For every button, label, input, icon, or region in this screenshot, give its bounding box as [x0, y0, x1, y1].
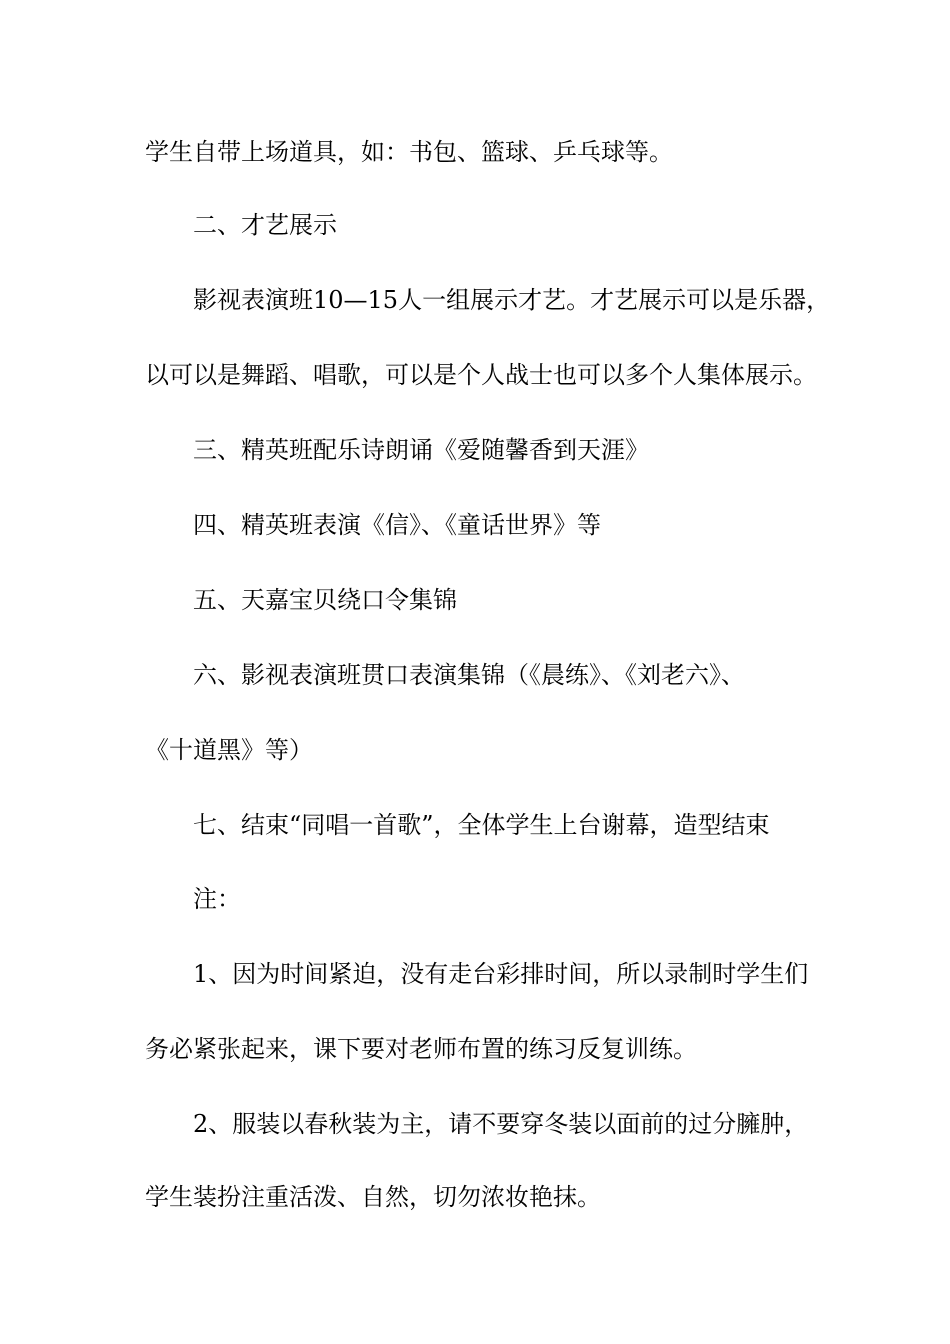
- paragraph-line: 学生自带上场道具，如：书包、篮球、乒乓球等。: [145, 138, 673, 166]
- section-heading-poetry-recital: 三、精英班配乐诗朗诵《爱随馨香到天涯》: [193, 436, 649, 464]
- paragraph-line: 影视表演班10—15人一组展示才艺。才艺展示可以是乐器，: [193, 286, 831, 314]
- paragraph-line: 务必紧张起来，课下要对老师布置的练习反复训练。: [145, 1035, 697, 1063]
- section-heading-recitation: 六、影视表演班贯口表演集锦（《晨练》、《刘老六》、: [193, 661, 745, 689]
- note-item-1: 1、因为时间紧迫，没有走台彩排时间，所以录制时学生们: [193, 960, 809, 988]
- notes-label: 注：: [193, 885, 241, 913]
- section-heading-ending: 七、结束“同唱一首歌”，全体学生上台谢幕，造型结束: [193, 811, 770, 839]
- paragraph-line: 《十道黑》等）: [145, 736, 313, 764]
- paragraph-line: 以可以是舞蹈、唱歌，可以是个人战士也可以多个人集体展示。: [145, 361, 817, 389]
- section-heading-talent-show: 二、才艺展示: [193, 211, 337, 239]
- section-heading-tongue-twister: 五、天嘉宝贝绕口令集锦: [193, 586, 457, 614]
- note-item-2: 2、服装以春秋装为主，请不要穿冬装以面前的过分臃肿，: [193, 1110, 809, 1138]
- section-heading-performance: 四、精英班表演《信》、《童话世界》等: [193, 511, 601, 539]
- paragraph-line: 学生装扮注重活泼、自然，切勿浓妆艳抹。: [145, 1183, 601, 1211]
